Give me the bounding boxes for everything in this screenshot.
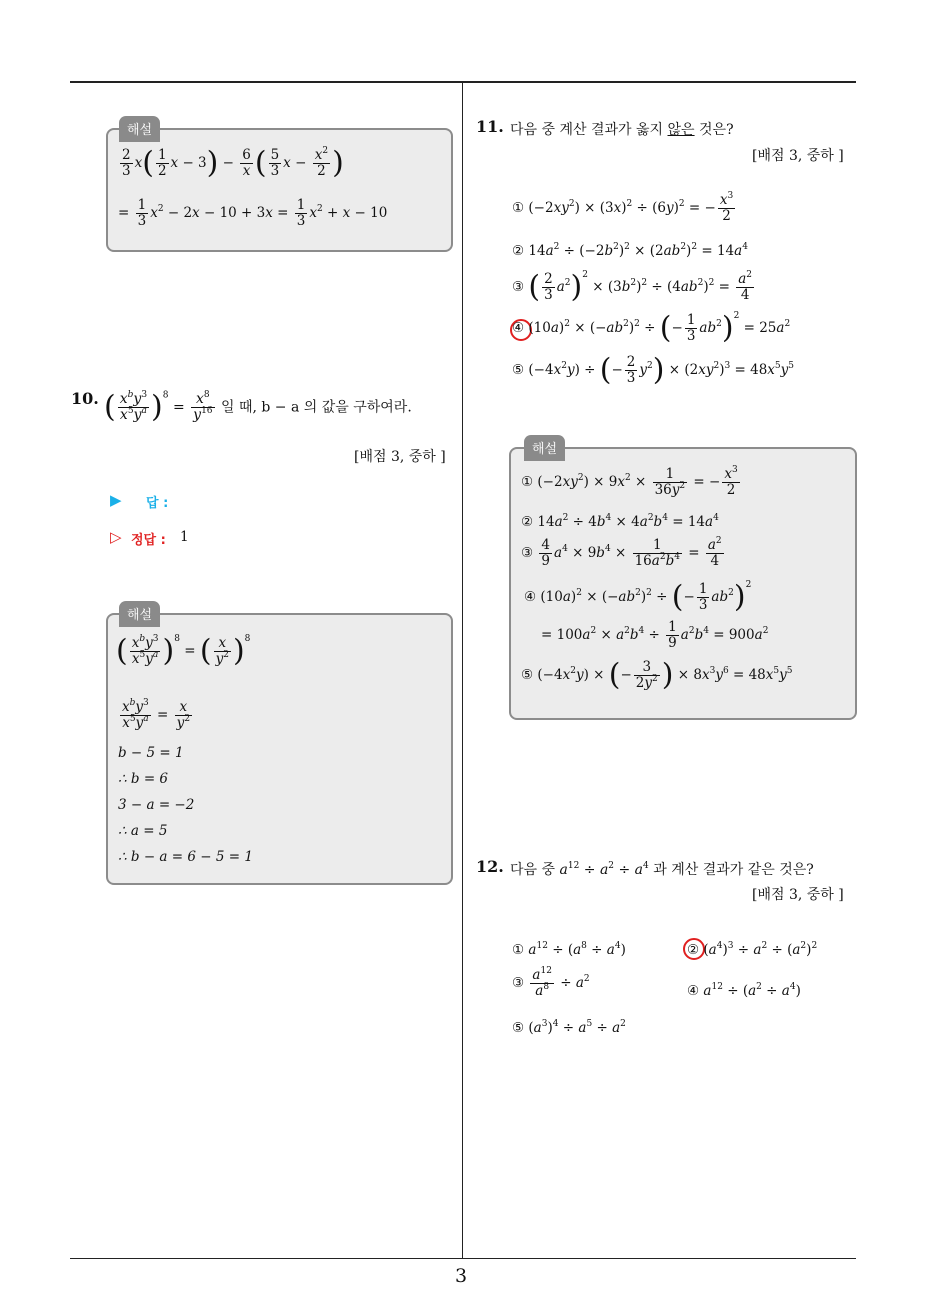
q11-solution-line5: = $100a^2 \times a^2b^4$ ÷ $\frac{1}{9}$ $a^2b^4 = 900a^2$ [541, 619, 769, 651]
q10-solution-tag: 해설 [119, 601, 160, 627]
q10-solution-step: ∴ b − a = 6 − 5 = 1 [118, 849, 253, 865]
q11-option-number: ⑤ [512, 362, 525, 378]
q10-solution-line2: $\frac{x^by^3}{x^5y^a}$ = $\frac{x}{y^2}$ [122, 698, 191, 731]
q11-sol-number: ⑤ [521, 667, 534, 683]
q9-solution-line2: = $\frac{1}{3}$ $x^2 - 2x - 10 + 3x$ = $\frac{1}{3}$ $x^2 + x - 10$ [118, 197, 388, 229]
q10-solution-step: ∴ a = 5 [118, 823, 168, 839]
q9-solution-line1: $\frac{2}{3}$ x( $\frac{1}{2}$ x − 3) − $\frac{6}{x}$ ( $\frac{5}{3}$ x − $\frac{x^2}{2}$ ) [122, 145, 344, 181]
q9-solution-tag: 해설 [119, 116, 160, 142]
q11-option-4[interactable]: ④ $(10a)^2 \times (-ab^2)^2$ ÷ (− $\frac{1}{3}$ $ab^2)^2 = 25a^2$ [512, 310, 791, 346]
q11-option-3[interactable]: ③ ( $\frac{2}{3}$ $a^2)^2 \times (3b^2)^2 \div (4ab^2)^2$ = $\frac{a^2}{4}$ [512, 269, 753, 305]
q11-text-before: 다음 중 계산 결과가 옳지 [510, 122, 664, 138]
page-number: 3 [455, 1265, 468, 1287]
q10-question-text: 일 때, b − a 의 값을 구하여라. [220, 399, 412, 416]
q12-text-before: 다음 중 [510, 862, 556, 878]
bottom-rule [70, 1258, 856, 1259]
q11-sol-number: ② [521, 514, 534, 530]
q11-sol-number: ④ [524, 589, 537, 605]
q12-text-after: 과 계산 결과가 같은 것은? [653, 862, 814, 878]
q12-option-1[interactable]: ① $a^{12} \div (a^8 \div a^4)$ [512, 941, 626, 958]
q12-number: 12. [476, 857, 504, 876]
q12-score: [배점 3, 중하 ] [752, 887, 844, 903]
q11-option-1[interactable]: ① $(-2xy^2) \times (3x)^2 \div (6y)^2$ = − $\frac{x^3}{2}$ [512, 191, 734, 224]
q10-solution-step: ∴ b = 6 [118, 771, 169, 787]
q12-option-number: ④ [687, 983, 700, 999]
q11-solution-line2: ② $14a^2 \div 4b^4 \times 4a^2b^4 = 14a^4$ [521, 513, 719, 530]
column-divider [462, 83, 463, 1258]
q11-solution-line3: ③ $\frac{4}{9}$ $a^4 \times 9b^4$ × $\frac{1}{16a^2b^4}$ = $\frac{a^2}{4}$ [521, 536, 722, 569]
q10-number: 10. [71, 389, 99, 408]
q12-question: 다음 중 $a^{12} \div a^2 \div a^4$ 과 계산 결과가 같은 것은? [510, 861, 814, 878]
q11-sol-number: ① [521, 474, 534, 490]
q11-score: [배점 3, 중하 ] [752, 148, 844, 164]
q11-option-number: ④ [512, 320, 525, 336]
q10-solution-step: b − 5 = 1 [118, 745, 184, 761]
q11-solution-tag: 해설 [524, 435, 565, 461]
q10-correct-value: 1 [180, 529, 189, 545]
q11-solution-line1: ① $(-2xy^2) \times 9x^2$ × $\frac{1}{36y^2}$ = − $\frac{x^3}{2}$ [521, 465, 738, 498]
q11-option-5[interactable]: ⑤ $(-4x^2y)$ ÷ (− $\frac{2}{3}$ $y^2) \times (2xy^2)^3 = 48x^5y^5$ [512, 352, 795, 388]
q12-option-3[interactable]: ③ $\frac{a^{12}}{a^8}$ ÷ $a^2$ [512, 966, 590, 999]
q11-solution-line4: ④ $(10a)^2 \times (-ab^2)^2$ ÷ (− $\frac{1}{3}$ $ab^2)^2$ [524, 579, 752, 615]
q11-solution-line6: ⑤ $(-4x^2y)$ × (− $\frac{3}{2y^2}$ ) × $8x^3y^6 = 48x^5y^5$ [521, 657, 793, 693]
q10-score: [배점 3, 중하 ] [354, 449, 446, 465]
q11-number: 11. [476, 117, 504, 136]
q10-solution-step: 3 − a = −2 [118, 797, 195, 813]
q10-correct-label: 정답 : [131, 533, 166, 548]
q12-option-4[interactable]: ④ $a^{12} \div (a^2 \div a^4)$ [687, 982, 801, 999]
q10-solution-line1: ( $\frac{x^by^3}{x^5y^a}$ )$^8$ = ( $\frac{x}{y^2}$ )$^8$ [116, 633, 251, 669]
q12-option-number: ① [512, 942, 525, 958]
q10-answer-label: 답 : [146, 496, 169, 511]
q10-question: ( $\frac{x^by^3}{x^5y^a}$ )$^8$ = $\frac{x^8}{y^{16}}$ 일 때, b − a 의 값을 구하여라. [104, 389, 412, 425]
q11-sol-number: ③ [521, 545, 534, 561]
q11-text-after: 것은? [699, 122, 734, 138]
top-rule [70, 81, 856, 83]
q11-option-number: ① [512, 200, 525, 216]
q12-option-5[interactable]: ⑤ $(a^3)^4 \div a^5 \div a^2$ [512, 1019, 626, 1036]
q11-question [510, 119, 734, 139]
q10-answer-marker: ▶ [110, 491, 122, 509]
q11-option-2[interactable]: ② $14a^2 \div (-2b^2)^2 \times (2ab^2)^2 = 14a^4$ [512, 242, 748, 259]
q10-correct-marker: ▷ [110, 528, 122, 546]
q12-option-number: ② [687, 942, 700, 958]
q11-option-number: ③ [512, 279, 525, 295]
q12-option-2[interactable]: ② $(a^4)^3 \div a^2 \div (a^2)^2$ [687, 941, 818, 958]
q11-option-number: ② [512, 243, 525, 259]
q12-option-number: ⑤ [512, 1020, 525, 1036]
q11-text-underlined: 않은 [667, 122, 695, 138]
q12-option-number: ③ [512, 975, 525, 991]
